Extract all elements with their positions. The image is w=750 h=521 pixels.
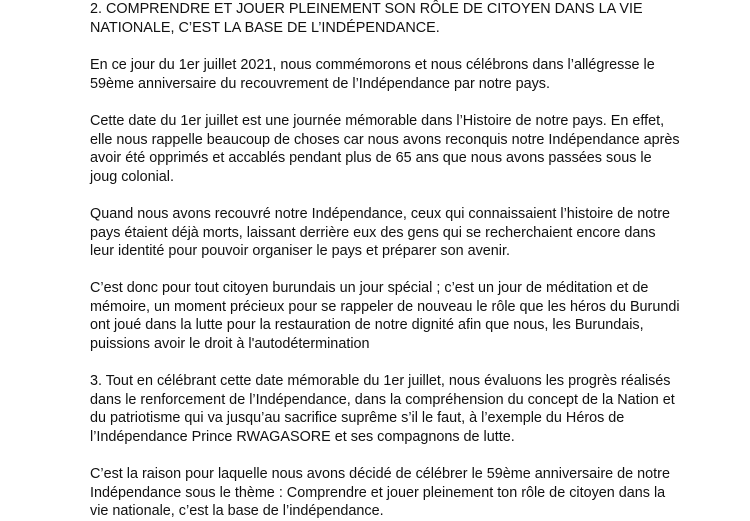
body-paragraph: En ce jour du 1er juillet 2021, nous commémorons et nous célébrons dans l’allégresse le 59ème anniversaire du recouvrement de l’Indépendance par notre pays.	[90, 57, 655, 92]
numbered-paragraph: 3. Tout en célébrant cette date mémorable du 1er juillet, nous évaluons les progrès réalisés dans le renforcement de l’Indépendance, dans la compréhension du concept de la Nation et du patriotisme qui va jusqu’au sacrifice suprême s’il le faut, à l’exemple du Héros de l’Indépendance Prince RWAGASORE et ses compagnons de lutte.	[90, 373, 675, 445]
body-paragraph: C’est la raison pour laquelle nous avons décidé de célébrer le 59ème anniversaire de notre Indépendance sous le thème : Comprendre et jouer pleinement ton rôle de citoyen dans la vie nationale, c’est la base de l’indépendance.	[90, 466, 670, 519]
body-paragraph: Cette date du 1er juillet est une journée mémorable dans l’Histoire de notre pays. En effet, elle nous rappelle beaucoup de choses car nous avons reconquis notre Indépendance après avoir été opprimés et accablés pendant plus de 65 ans que nous avons passées sous le joug colonial.	[90, 113, 680, 185]
body-paragraph: Quand nous avons recouvré notre Indépendance, ceux qui connaissaient l’histoire de notre pays étaient déjà morts, laissant derrière eux des gens qui se recherchaient encore dans leur identité pour pouvoir organiser le pays et préparer son avenir.	[90, 206, 671, 259]
section-heading-paragraph: 2. COMPRENDRE ET JOUER PLEINEMENT SON RÔLE DE CITOYEN DANS LA VIE NATIONALE, C’EST LA BASE DE L’INDÉPENDANCE.	[90, 1, 643, 36]
body-paragraph: C’est donc pour tout citoyen burundais un jour spécial ; c’est un jour de méditation et de mémoire, un moment précieux pour se rappeler de nouveau le rôle que les héros du Burundi ont joué dans la lutte pour la restauration de notre dignité afin que nous, les Burundais, puissions avoir le droit à l'autodétermination	[90, 280, 680, 352]
